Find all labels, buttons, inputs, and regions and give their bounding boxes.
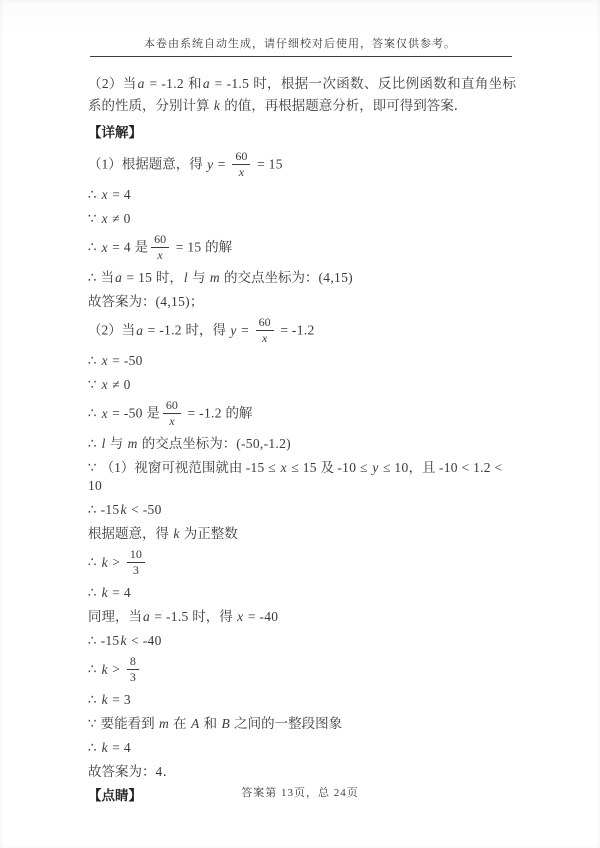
math-variable: x	[101, 377, 108, 392]
math-fraction: $\frac{60}{x}$	[163, 399, 181, 428]
math-variable: a	[202, 76, 210, 91]
text-run: = -1.5	[150, 609, 193, 624]
text-run: = -1.2	[144, 322, 186, 338]
solution-step	[88, 608, 516, 626]
text-run: = -40	[244, 609, 279, 624]
text-run: 的解	[225, 405, 253, 421]
text-run: ，且	[408, 460, 439, 475]
text-run: 根据题意，得	[88, 526, 173, 541]
text-run: 故答案为：	[88, 764, 156, 779]
math-variable: k	[101, 554, 108, 570]
math-variable: x	[101, 187, 108, 202]
text-run: 时，根据一次函数、反比例函数和直角坐标系的性质，分别计算	[88, 76, 517, 113]
answer-line	[88, 293, 516, 311]
text-run: 之间的一整段图象	[230, 716, 343, 731]
footer-page-number: 答案第 13页，总 24页	[241, 787, 359, 799]
solution-step	[88, 210, 516, 228]
text-run: 和	[200, 716, 221, 731]
text-run: = 15	[253, 156, 283, 172]
math-variable: a	[137, 76, 145, 91]
text-run: ∵	[88, 460, 101, 475]
text-run: ∵	[88, 377, 101, 392]
text-run: = 4	[108, 740, 131, 755]
text-run: = -1.2	[183, 405, 226, 421]
text-run: = -1.2	[276, 322, 315, 338]
solution-step	[88, 459, 516, 495]
text-run: 的值，再根据题意分析，即可得到答案．	[220, 98, 468, 113]
math-fraction: $\frac{60}{x}$	[256, 316, 274, 345]
text-run: -15 ≤	[245, 460, 280, 475]
text-run: 及	[320, 460, 338, 475]
math-variable: y	[230, 322, 237, 338]
solution-step	[88, 549, 516, 578]
math-fraction: $\frac{8}{3}$	[127, 655, 139, 684]
math-fraction: $\frac{60}{x}$	[151, 233, 169, 262]
math-variable: k	[120, 633, 127, 648]
math-variable: x	[237, 609, 244, 624]
solution-step	[88, 525, 516, 543]
text-run: ∴	[88, 270, 101, 285]
math-variable: m	[209, 270, 220, 285]
text-run: 和	[188, 76, 202, 91]
text-run: = 3	[108, 692, 131, 707]
math-fraction: $\frac{10}{3}$	[127, 548, 145, 577]
analysis-paragraph	[88, 73, 516, 117]
text-run: = 4	[108, 239, 135, 255]
text-run: 要能看到	[100, 716, 158, 731]
text-run: = 15	[172, 239, 206, 255]
text-run: ∴	[88, 405, 101, 421]
text-run: =	[214, 156, 230, 172]
math-variable: x	[101, 239, 108, 255]
text-run: 与	[106, 436, 127, 451]
text-run: = -50	[108, 353, 143, 368]
text-run: ∴ -15	[88, 502, 120, 517]
text-run: 时，得	[185, 322, 230, 338]
text-run: 为正整数	[180, 526, 238, 541]
solution-step	[88, 632, 516, 650]
solution-body	[88, 73, 516, 805]
math-variable: l	[101, 436, 106, 451]
solution-step	[88, 376, 516, 394]
solution-step	[88, 400, 516, 429]
math-variable: k	[101, 692, 108, 707]
text-run: ≤ 15	[287, 460, 321, 475]
math-variable: k	[213, 98, 220, 113]
solution-step	[88, 501, 516, 519]
math-variable: k	[173, 526, 180, 541]
text-run: ∴	[88, 187, 101, 202]
text-run: ．	[162, 764, 177, 779]
text-run: >	[108, 554, 124, 570]
text-run: 当	[100, 270, 115, 285]
math-variable: m	[127, 436, 138, 451]
solution-step	[88, 656, 516, 685]
text-run: =	[237, 322, 253, 338]
text-run: ∴ -15	[88, 633, 120, 648]
text-run: 时，	[155, 270, 183, 285]
text-run: （2）当	[88, 322, 136, 338]
text-run: （1）视窗可视范围就由	[100, 460, 246, 475]
math-variable: B	[221, 716, 230, 731]
text-run: （2）当	[88, 76, 137, 91]
math-variable: y	[207, 156, 214, 172]
math-variable: k	[120, 502, 127, 517]
math-variable: k	[101, 661, 108, 677]
text-run: ∴	[88, 585, 101, 600]
text-run: ∵	[88, 716, 101, 731]
math-variable: x	[101, 211, 108, 226]
solution-step	[88, 234, 516, 263]
text-run: 【详解】	[88, 125, 142, 140]
solution-step	[88, 352, 516, 370]
text-run: (4,15)	[155, 294, 190, 309]
text-run: ∴	[88, 740, 101, 755]
text-run: 4	[155, 764, 163, 779]
text-run: -10 < 1.2 < 10	[88, 460, 503, 493]
solution-step	[88, 269, 516, 287]
text-run: = 4	[108, 187, 131, 202]
math-variable: a	[136, 322, 143, 338]
text-run: ≤ 10	[379, 460, 409, 475]
text-run: -10 ≤	[337, 460, 372, 475]
text-run: ∴	[88, 239, 101, 255]
solution-step	[88, 317, 516, 346]
solution-step	[88, 151, 516, 180]
text-run: （1）根据题意，得	[88, 156, 207, 172]
math-variable: x	[280, 460, 287, 475]
solution-step	[88, 739, 516, 757]
text-run: ∴	[88, 436, 101, 451]
header-divider	[90, 56, 512, 57]
text-run: (4,15)	[318, 270, 353, 285]
text-run: >	[108, 661, 124, 677]
answer-line	[88, 763, 516, 781]
text-run: ∴	[88, 554, 101, 570]
math-variable: k	[101, 585, 108, 600]
solution-step	[88, 584, 516, 602]
math-variable: y	[372, 460, 379, 475]
text-run: 是	[146, 405, 160, 421]
text-run: < -40	[127, 633, 162, 648]
text-run: (-50,-1.2)	[236, 436, 291, 451]
solution-step	[88, 691, 516, 709]
text-run: 在	[169, 716, 190, 731]
text-run: ∴	[88, 353, 101, 368]
text-run: 与	[188, 270, 209, 285]
text-run: ≠ 0	[108, 211, 131, 226]
text-run: ∴	[88, 661, 101, 677]
math-variable: a	[143, 609, 150, 624]
text-run: = -50	[108, 405, 147, 421]
math-variable: x	[101, 353, 108, 368]
math-variable: l	[183, 270, 188, 285]
text-run: 【点睛】	[88, 788, 142, 803]
text-run: ∵	[88, 211, 101, 226]
text-run: 故答案为：	[88, 294, 156, 309]
detail-heading	[88, 124, 516, 142]
text-run: ≠ 0	[108, 377, 131, 392]
text-run: = 15	[122, 270, 156, 285]
text-run: 时，得	[192, 609, 237, 624]
text-run: 的解	[205, 239, 233, 255]
text-run: = -1.2	[145, 76, 188, 91]
math-variable: A	[190, 716, 200, 731]
math-variable: k	[101, 740, 108, 755]
math-variable: x	[101, 405, 108, 421]
solution-step	[88, 715, 516, 733]
text-run: 同理，当	[88, 609, 142, 624]
text-run: ∴	[88, 692, 101, 707]
text-run: ；	[189, 294, 204, 309]
text-run: 的交点坐标为：	[138, 436, 237, 451]
math-variable: m	[158, 716, 169, 731]
header-notice: 本卷由系统自动生成，请仔细校对后使用，答案仅供参考。	[144, 38, 456, 50]
solution-step	[88, 186, 516, 204]
math-variable: a	[115, 270, 122, 285]
math-fraction: $\frac{60}{x}$	[232, 150, 250, 179]
text-run: < -50	[127, 502, 162, 517]
text-run: = 4	[108, 585, 131, 600]
solution-step	[88, 435, 516, 453]
text-run: = -1.5	[210, 76, 254, 91]
text-run: 是	[134, 239, 149, 255]
text-run: 的交点坐标为：	[220, 270, 319, 285]
